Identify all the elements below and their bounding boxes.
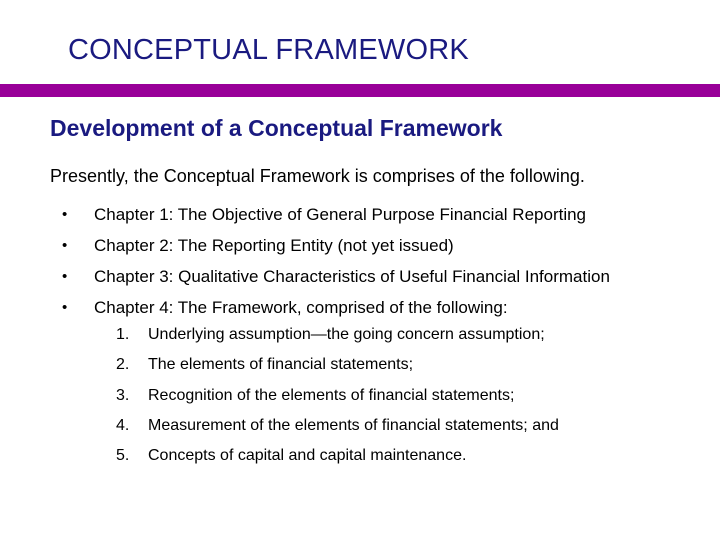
chapter-label: Chapter 2: The Reporting Entity (not yet issued)	[94, 235, 454, 255]
chapter-label: Chapter 4: The Framework, comprised of the following:	[94, 297, 508, 317]
bullet-icon: •	[62, 268, 68, 285]
item-number: 3.	[116, 386, 130, 404]
item-text: Measurement of the elements of financial statements; and	[148, 417, 559, 435]
chapter-label: Chapter 1: The Objective of General Purpose Financial Reporting	[94, 204, 587, 224]
item-text: Concepts of capital and capital maintenance.	[148, 447, 467, 465]
item-number: 1.	[116, 326, 130, 344]
slide-title: CONCEPTUAL FRAMEWORK	[68, 34, 469, 66]
bullet-icon: •	[62, 206, 68, 223]
list-item	[62, 261, 610, 292]
slide-subtitle: Development of a Conceptual Framework	[50, 115, 503, 141]
bullet-icon: •	[62, 237, 68, 254]
list-item	[116, 350, 559, 380]
item-number: 5.	[116, 447, 130, 465]
chapter-list	[62, 199, 610, 323]
framework-components-list	[116, 320, 559, 471]
list-item	[62, 199, 610, 230]
intro-text: Presently, the Conceptual Framework is comprises of the following.	[50, 166, 585, 186]
item-text: The elements of financial statements;	[148, 356, 414, 374]
list-item	[62, 230, 610, 261]
list-item	[116, 441, 559, 471]
list-item	[116, 411, 559, 441]
chapter-label: Chapter 3: Qualitative Characteristics of Useful Financial Information	[94, 266, 610, 286]
list-item	[62, 292, 610, 323]
item-text: Recognition of the elements of financial statements;	[148, 386, 515, 404]
item-number: 4.	[116, 417, 130, 435]
item-text: Underlying assumption—the going concern assumption;	[148, 326, 545, 344]
item-number: 2.	[116, 356, 130, 374]
bullet-icon: •	[62, 299, 68, 316]
list-item	[116, 381, 559, 411]
accent-bar	[0, 84, 720, 97]
list-item	[116, 320, 559, 350]
